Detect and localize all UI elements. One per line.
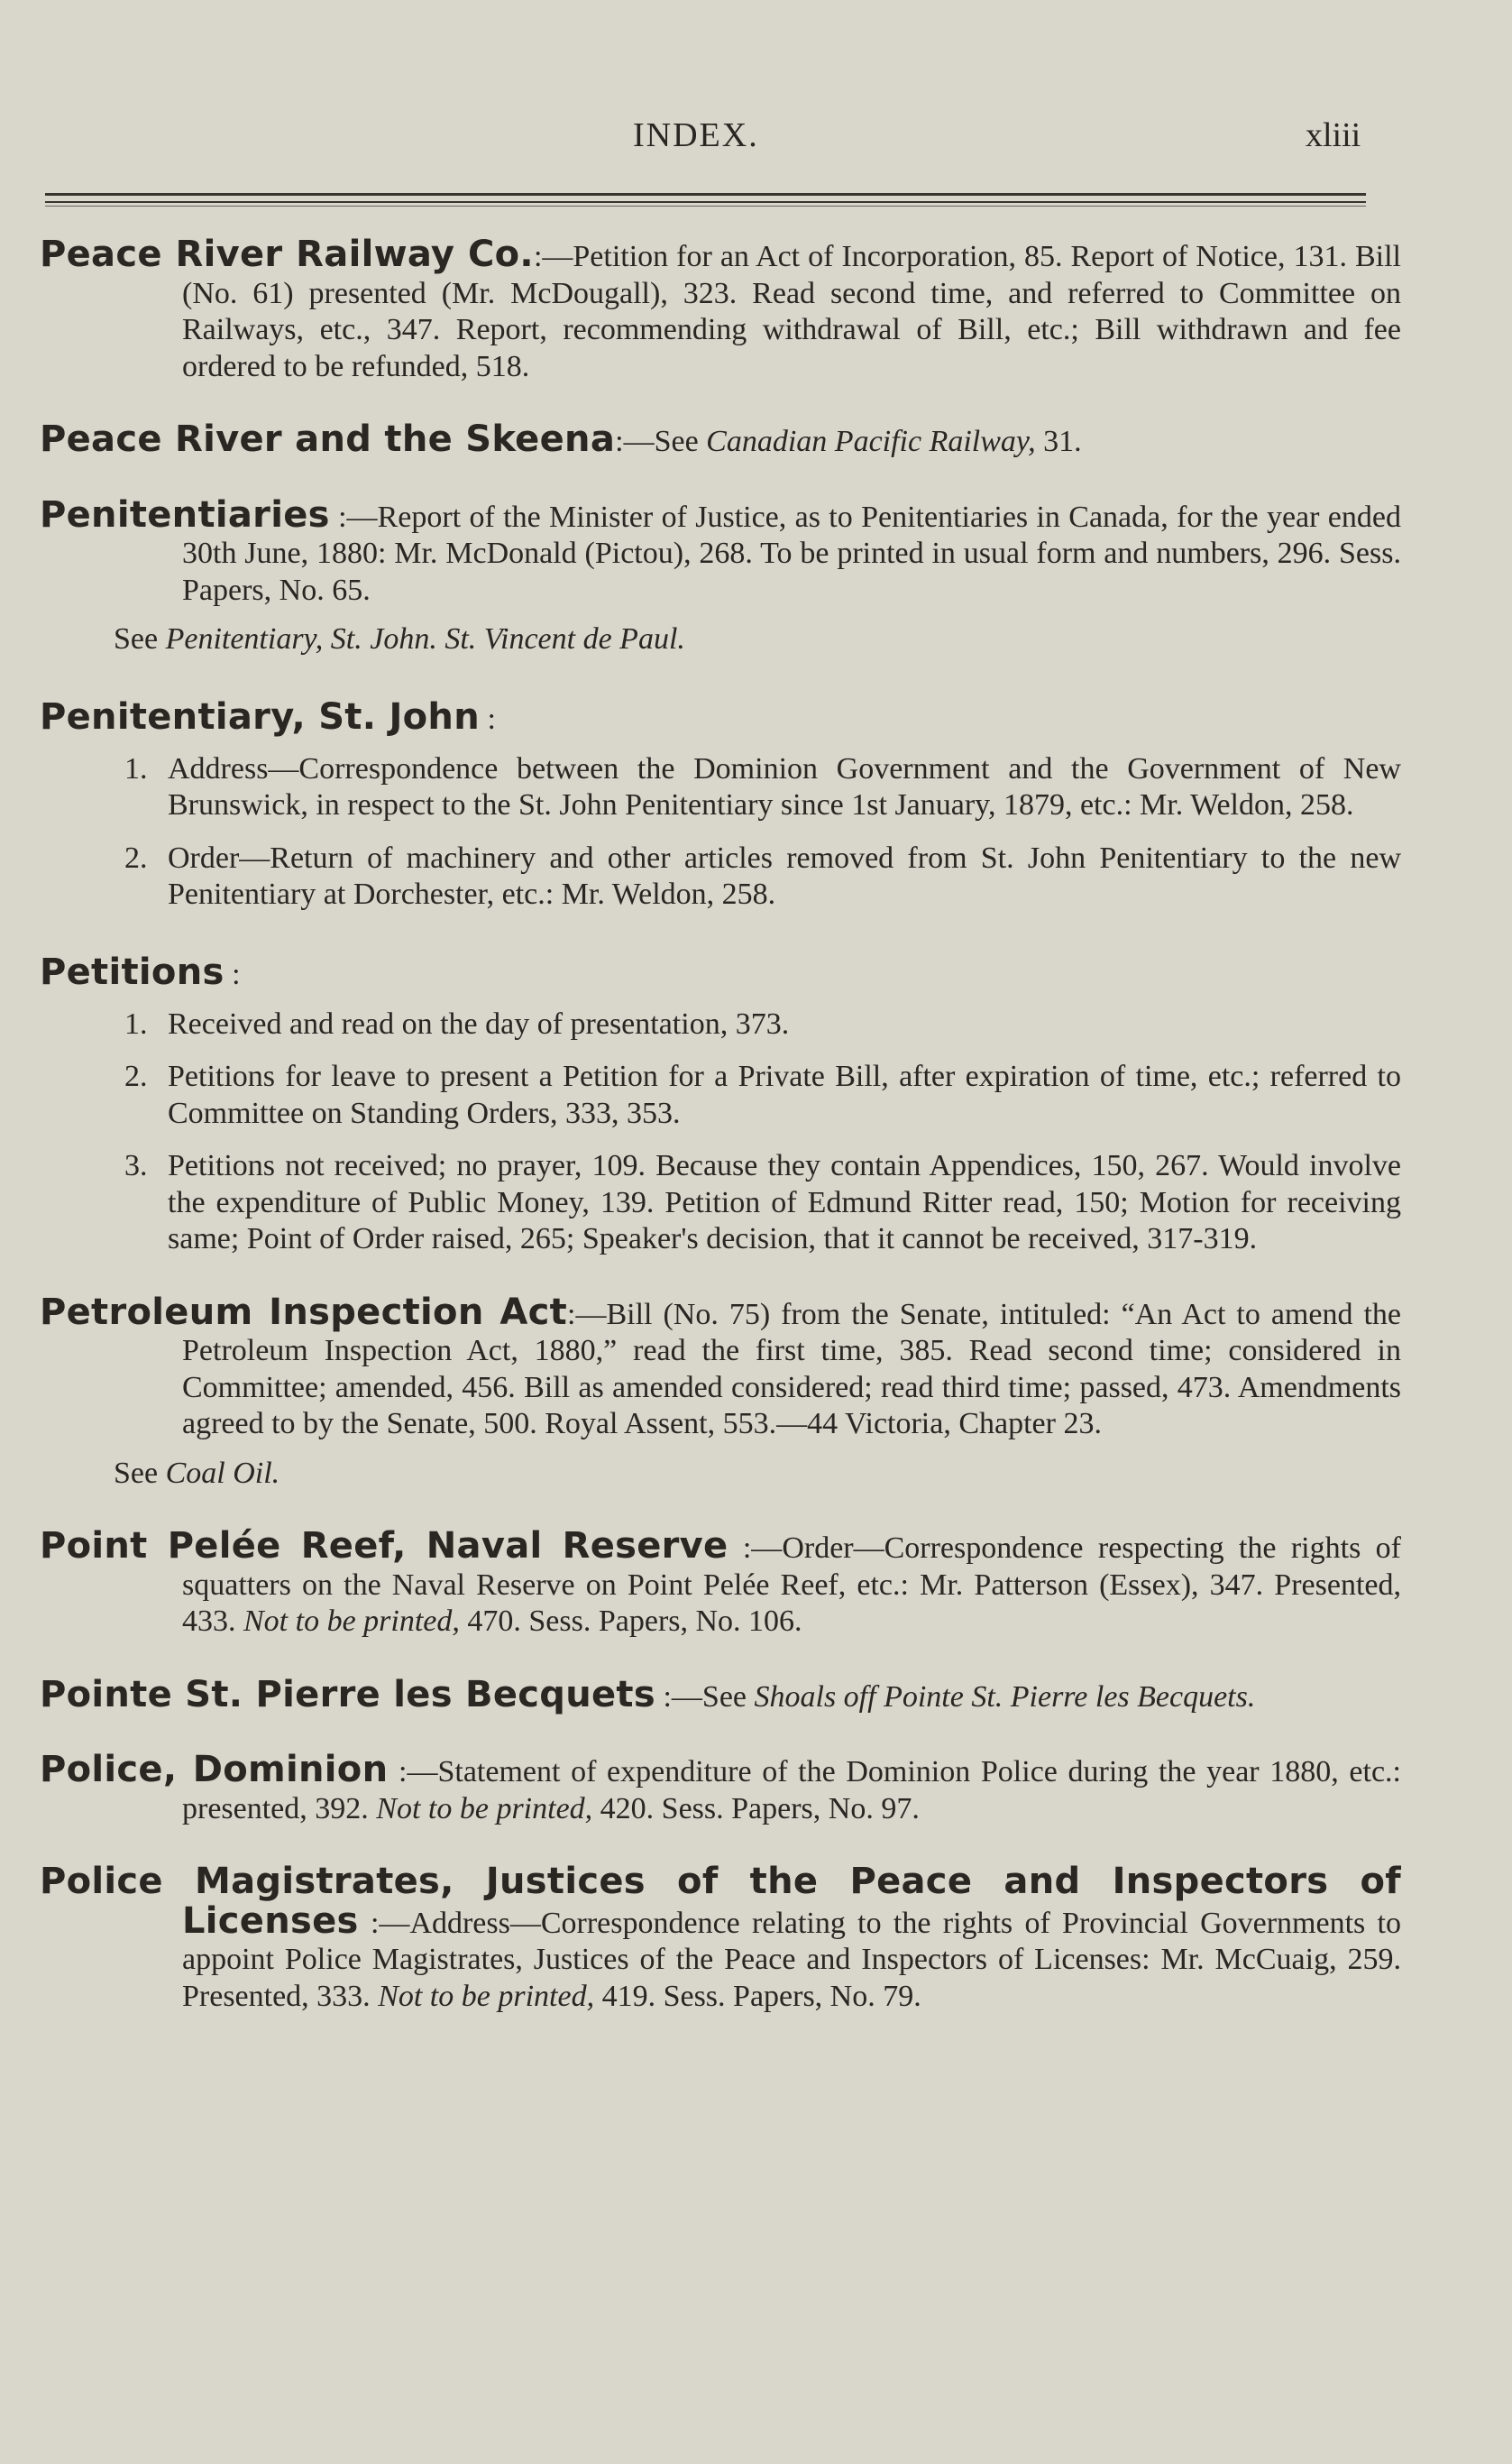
- cross-reference: Shoals off Pointe St. Pierre les Becquets.: [754, 1679, 1256, 1714]
- entry-heading: Pointe St. Pierre les Becquets: [40, 1673, 655, 1715]
- entry-separator: :—: [329, 500, 378, 534]
- entry-heading: Police, Dominion: [40, 1749, 389, 1790]
- index-entry: [40, 493, 1401, 658]
- entry-body: Bill (No. 75) from the Senate, intituled: “An Act to amend the Petroleum Inspection Act, 1880,” read the first time, 385. Read second time; considered in Committee; amended, 456. Bill as amended considered; read third time; passed, 473. Amendments agreed to by the Senate, 500. Royal Assent, 553.—44 Victoria, Chapter 23.: [182, 1297, 1401, 1440]
- entry-heading: Petitions: [40, 951, 225, 993]
- entry-heading: Police Magistrates, Justices of the Peace and Inspectors of Licenses: [40, 1861, 1401, 1942]
- see-word: See: [114, 622, 166, 656]
- entry-heading: Petroleum Inspection Act: [40, 1291, 568, 1333]
- running-title: INDEX.: [633, 116, 759, 154]
- print-status: Not to be printed,: [243, 1604, 460, 1638]
- sub-item: [40, 1007, 1401, 1044]
- entry-text: [40, 236, 1401, 385]
- entry-text: [40, 1525, 1401, 1641]
- entry-heading: Peace River and the Skeena: [40, 418, 616, 460]
- index-entry: [40, 950, 1401, 1258]
- sub-item: [40, 1059, 1401, 1132]
- entry-text: [40, 493, 1401, 610]
- entry-separator: :—: [615, 425, 655, 458]
- entry-body: Report of the Minister of Justice, as to Penitentiaries in Canada, for the year ended 30th June, 1880: Mr. McDonald (Pictou), 268. To be printed in usual form and numbers, 296. Sess. Papers, No. 65.: [182, 500, 1401, 607]
- entry-text: [40, 1863, 1401, 2015]
- sub-item-text: Petitions not received; no prayer, 109. Because they contain Appendices, 150, 267. Would involve the expenditure of Public Money, 139. Petition of Edmund Ritter read, 150; Motion for receiving same; Point of Order raised, 265; Speaker's decision, that it cannot be received, 317-319.: [168, 1149, 1401, 1255]
- see-also: [40, 621, 1401, 658]
- entry-separator: :: [224, 957, 241, 991]
- cross-reference: Canadian Pacific Railway,: [706, 425, 1036, 458]
- entry-body-tail: 470. Sess. Papers, No. 106.: [459, 1604, 802, 1638]
- entry-separator: :—: [655, 1679, 702, 1714]
- print-status: Not to be printed,: [378, 1979, 595, 2013]
- entry-heading: Point Pelée Reef, Naval Reserve: [40, 1525, 729, 1567]
- entry-body-tail: 419. Sess. Papers, No. 79.: [594, 1979, 921, 2013]
- entry-separator: :: [479, 702, 496, 736]
- print-status: Not to be printed,: [376, 1791, 593, 1825]
- entry-body: See: [654, 425, 707, 458]
- entry-heading: Peace River Railway Co.: [40, 234, 534, 275]
- entry-separator: :—: [728, 1531, 783, 1565]
- entry-body-tail: 31.: [1035, 425, 1082, 458]
- index-entry: [40, 236, 1401, 385]
- entry-heading-line: [40, 694, 1401, 742]
- sub-item-number: 2.: [124, 841, 148, 875]
- see-also: [40, 1456, 1401, 1493]
- entry-body: See: [701, 1679, 755, 1714]
- entry-text: [40, 1673, 1401, 1716]
- entry-text: [40, 418, 1401, 461]
- sub-item-list: [40, 1007, 1401, 1258]
- sub-item-number: 2.: [124, 1060, 148, 1093]
- sub-item-text: Address—Correspondence between the Dominion Government and the Government of New Brunswick, in respect to the St. John Penitentiary since 1st January, 1879, etc.: Mr. Weldon, 258.: [168, 751, 1401, 822]
- see-word: See: [114, 1456, 166, 1490]
- page-number: xliii: [1306, 116, 1361, 154]
- entry-heading: Penitentiaries: [40, 493, 330, 536]
- index-entry: [40, 1673, 1401, 1716]
- sub-item-text: Received and read on the day of presentation, 373.: [168, 1007, 790, 1041]
- sub-item-number: 3.: [124, 1149, 148, 1182]
- entry-separator: :—: [567, 1297, 607, 1331]
- index-entry: [40, 1751, 1401, 1827]
- index-entry: [40, 1291, 1401, 1493]
- sub-item-list: [40, 751, 1401, 914]
- sub-item: [40, 751, 1401, 824]
- header-rule: [45, 193, 1366, 207]
- entry-body-tail: 420. Sess. Papers, No. 97.: [592, 1791, 920, 1825]
- entry-body: Order—Correspondence respecting the rights of squatters on the Naval Reserve on Point Pelée Reef, etc.: Mr. Patterson (Essex), 347. Presented, 433.: [182, 1531, 1401, 1638]
- cross-reference: Penitentiary, St. John. St. Vincent de Paul.: [165, 622, 685, 656]
- index-entry: [40, 694, 1401, 914]
- sub-item-text: Order—Return of machinery and other articles removed from St. John Penitentiary to the new Penitentiary at Dorchester, etc.: Mr. Weldon, 258.: [168, 841, 1401, 911]
- entry-separator: :—: [533, 240, 573, 273]
- sub-item: [40, 841, 1401, 914]
- sub-item-text: Petitions for leave to present a Petition for a Private Bill, after expiration of time, etc.; referred to Committee on Standing Orders, 333, 353.: [168, 1060, 1401, 1130]
- entry-separator: :: [358, 1906, 380, 1940]
- entry-text: [40, 1751, 1401, 1827]
- entry-heading-line: [40, 950, 1401, 998]
- entry-body: Petition for an Act of Incorporation, 85. Report of Notice, 131. Bill (No. 61) presented (Mr. McDougall), 323. Read second time, and referred to Committee on Railways, etc., 347. Report, recommending withdrawal of Bill, etc.; Bill withdrawn and fee ordered to be refunded, 518.: [182, 240, 1401, 383]
- sub-item-number: 1.: [124, 1007, 148, 1041]
- page-header: [0, 115, 1512, 170]
- entry-separator: :—: [388, 1755, 438, 1788]
- cross-reference: Coal Oil.: [165, 1456, 280, 1490]
- index-entry: [40, 1525, 1401, 1641]
- entry-heading: Penitentiary, St. John: [40, 695, 480, 738]
- sub-item: [40, 1148, 1401, 1258]
- sub-item-number: 1.: [124, 751, 148, 786]
- entry-body: —Address—Correspondence relating to the rights of Provincial Governments to appoint Police Magistrates, Justices of the Peace and Inspectors of Licenses: Mr. McCuaig, 259. Presented, 333.: [182, 1906, 1401, 2013]
- entry-body: Statement of expenditure of the Dominion Police during the year 1880, etc.: presented, 392.: [182, 1755, 1402, 1825]
- index-entry: [40, 418, 1401, 461]
- entry-text: [40, 1291, 1401, 1443]
- index-body: [40, 236, 1401, 2051]
- index-entry: [40, 1863, 1401, 2015]
